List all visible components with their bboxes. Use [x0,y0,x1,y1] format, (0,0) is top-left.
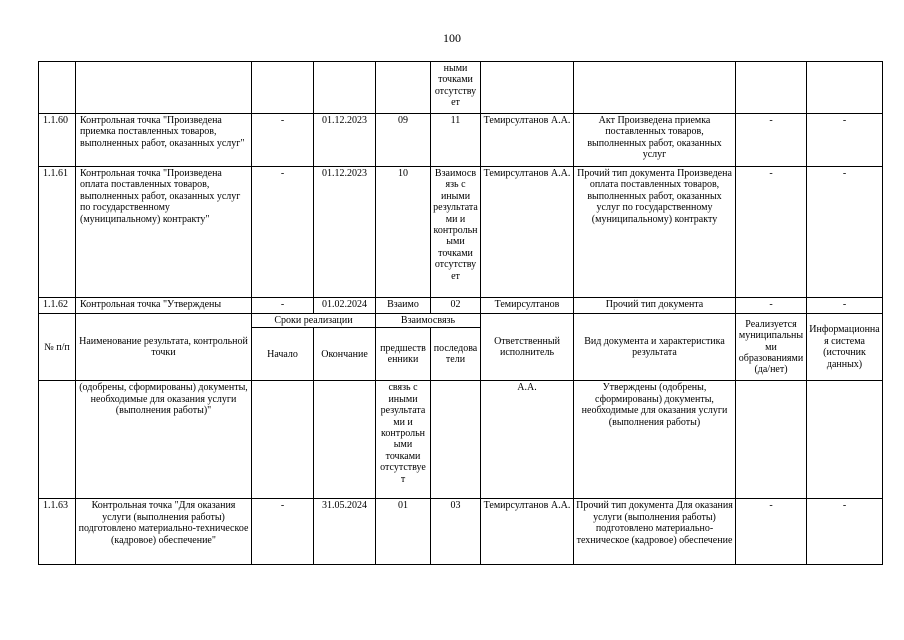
info-system [807,381,883,499]
responsible: Темирсултанов А.А. [481,167,574,298]
municipal: - [736,114,807,167]
responsible: Темирсултанов А.А. [481,114,574,167]
row-number [39,62,76,114]
municipal: - [736,167,807,298]
result-name: (одобрены, сформированы) документы, необходимые для оказания услуги (выполнения работы)" [76,381,252,499]
municipal: - [736,499,807,565]
predecessors [376,62,431,114]
result-name [76,62,252,114]
responsible: Темирсултанов [481,298,574,314]
info-system: - [807,167,883,298]
doc-type: Прочий тип документа [574,298,736,314]
successors [431,381,481,499]
end-date: 01.12.2023 [314,167,376,298]
table-row [39,62,883,114]
header-municipal: Реализуется муниципальными образованиями (да/нет) [736,314,807,381]
header-num: № п/п [39,314,76,381]
results-table [38,61,883,565]
row-number [39,381,76,499]
successors: 02 [431,298,481,314]
start-date: - [252,298,314,314]
row-number: 1.1.62 [39,298,76,314]
predecessors: 10 [376,167,431,298]
end-date: 01.12.2023 [314,114,376,167]
info-system: - [807,298,883,314]
predecessors: Взаимо [376,298,431,314]
table-row [39,167,883,298]
header-end: Окончание [314,328,376,381]
end-date: 31.05.2024 [314,499,376,565]
end-date [314,381,376,499]
end-date: 01.02.2024 [314,298,376,314]
table-header-row [39,314,883,328]
responsible: А.А. [481,381,574,499]
header-relation: Взаимосвязь [376,314,481,328]
start-date: - [252,167,314,298]
row-number: 1.1.63 [39,499,76,565]
header-successors: последователи [431,328,481,381]
header-info-system: Информационная система (источник данных) [807,314,883,381]
result-name: Контрольная точка "Для оказания услуги (выполнения работы) подготовлено материально-техническое (кадровое) обеспечение" [76,499,252,565]
info-system [807,62,883,114]
header-name: Наименование результата, контрольной точки [76,314,252,381]
result-name: Контрольная точка "Утверждены [76,298,252,314]
start-date: - [252,114,314,167]
doc-type [574,62,736,114]
info-system: - [807,499,883,565]
predecessors: связь с иными результатами и контрольными точками отсутствует [376,381,431,499]
result-name: Контрольная точка "Произведена приемка поставленных товаров, выполненных работ, оказанных услуг" [76,114,252,167]
successors: 03 [431,499,481,565]
responsible [481,62,574,114]
doc-type: Прочий тип документа Произведена оплата поставленных товаров, выполненных работ, оказанных услуг по государственному (муниципальному) контракту [574,167,736,298]
successors: ными точками отсутствует [431,62,481,114]
start-date [252,62,314,114]
municipal: - [736,298,807,314]
table-row [39,381,883,499]
start-date: - [252,499,314,565]
header-responsible: Ответственный исполнитель [481,314,574,381]
table-row [39,499,883,565]
predecessors: 09 [376,114,431,167]
header-predecessors: предшественники [376,328,431,381]
row-number: 1.1.61 [39,167,76,298]
header-doc-type: Вид документа и характеристика результата [574,314,736,381]
successors: Взаимосвязь с иными результатами и контрольными точками отсутствует [431,167,481,298]
predecessors: 01 [376,499,431,565]
doc-type: Акт Произведена приемка поставленных товаров, выполненных работ, оказанных услуг [574,114,736,167]
row-number: 1.1.60 [39,114,76,167]
result-name: Контрольная точка "Произведена оплата поставленных товаров, выполненных работ, оказанных услуг по государственному (муниципальному) контракту" [76,167,252,298]
municipal [736,62,807,114]
end-date [314,62,376,114]
header-start: Начало [252,328,314,381]
table-row [39,114,883,167]
successors: 11 [431,114,481,167]
page-number: 100 [443,31,461,45]
info-system: - [807,114,883,167]
municipal [736,381,807,499]
doc-type: Прочий тип документа Для оказания услуги (выполнения работы) подготовлено материально-техническое (кадровое) обеспечение [574,499,736,565]
header-terms: Сроки реализации [252,314,376,328]
start-date [252,381,314,499]
doc-type: Утверждены (одобрены, сформированы) документы, необходимые для оказания услуги (выполнения работы) [574,381,736,499]
table-row [39,298,883,314]
responsible: Темирсултанов А.А. [481,499,574,565]
